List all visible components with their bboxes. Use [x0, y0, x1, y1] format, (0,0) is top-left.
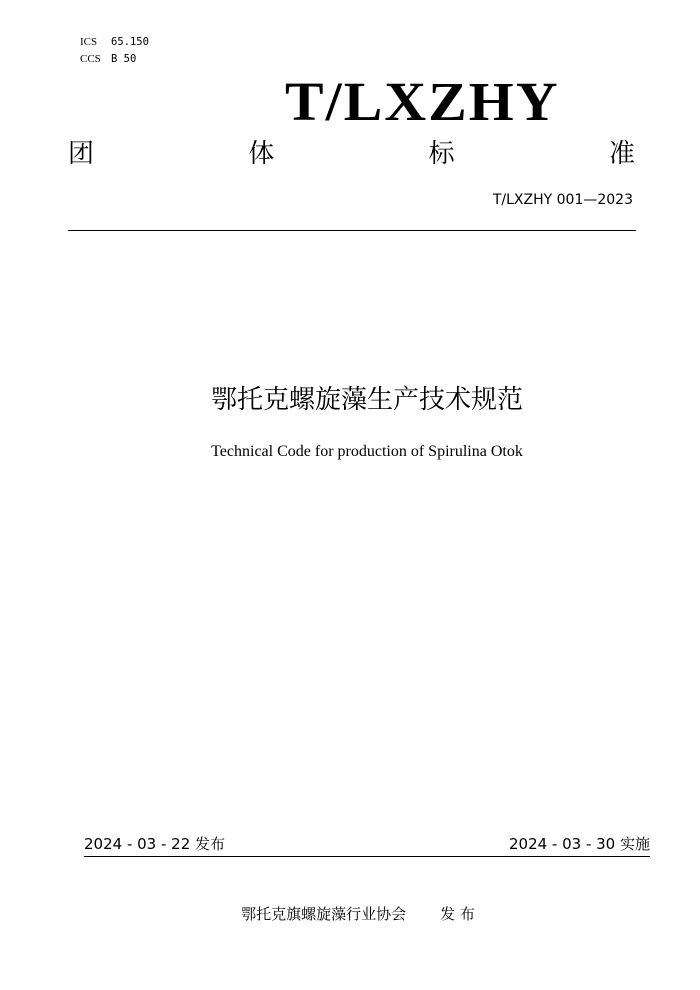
publisher-action: 发 布: [440, 905, 475, 923]
standard-type-char: 标: [428, 139, 455, 169]
header-divider: [68, 230, 636, 231]
ics-row: [80, 34, 149, 51]
standard-type-char: 团: [68, 139, 95, 169]
document-title-chinese: 鄂托克螺旋藻生产技术规范: [210, 385, 523, 415]
footer-divider: [84, 856, 650, 857]
ccs-row: [80, 51, 149, 68]
ccs-value: B 50: [111, 53, 137, 65]
implement-date: 2024 - 03 - 30 实施: [508, 835, 650, 853]
standard-logo: T/LXZHY: [285, 71, 560, 132]
ics-value: 65.150: [111, 36, 149, 48]
ics-label: ICS: [80, 36, 98, 48]
standard-type-heading: [68, 137, 635, 171]
standard-number: T/LXZHY 001—2023: [492, 192, 633, 208]
document-title-english: Technical Code for production of Spirulina Otok: [211, 443, 523, 460]
ccs-label: CCS: [80, 53, 101, 65]
date-row: [84, 834, 650, 854]
publisher-line: [0, 903, 700, 925]
standard-type-char: 体: [248, 139, 275, 169]
issue-date: 2024 - 03 - 22 发布: [84, 835, 226, 853]
classification-codes: [80, 34, 149, 68]
publisher-name: 鄂托克旗螺旋藻行业协会: [241, 905, 407, 923]
standard-type-char: 准: [608, 139, 635, 169]
